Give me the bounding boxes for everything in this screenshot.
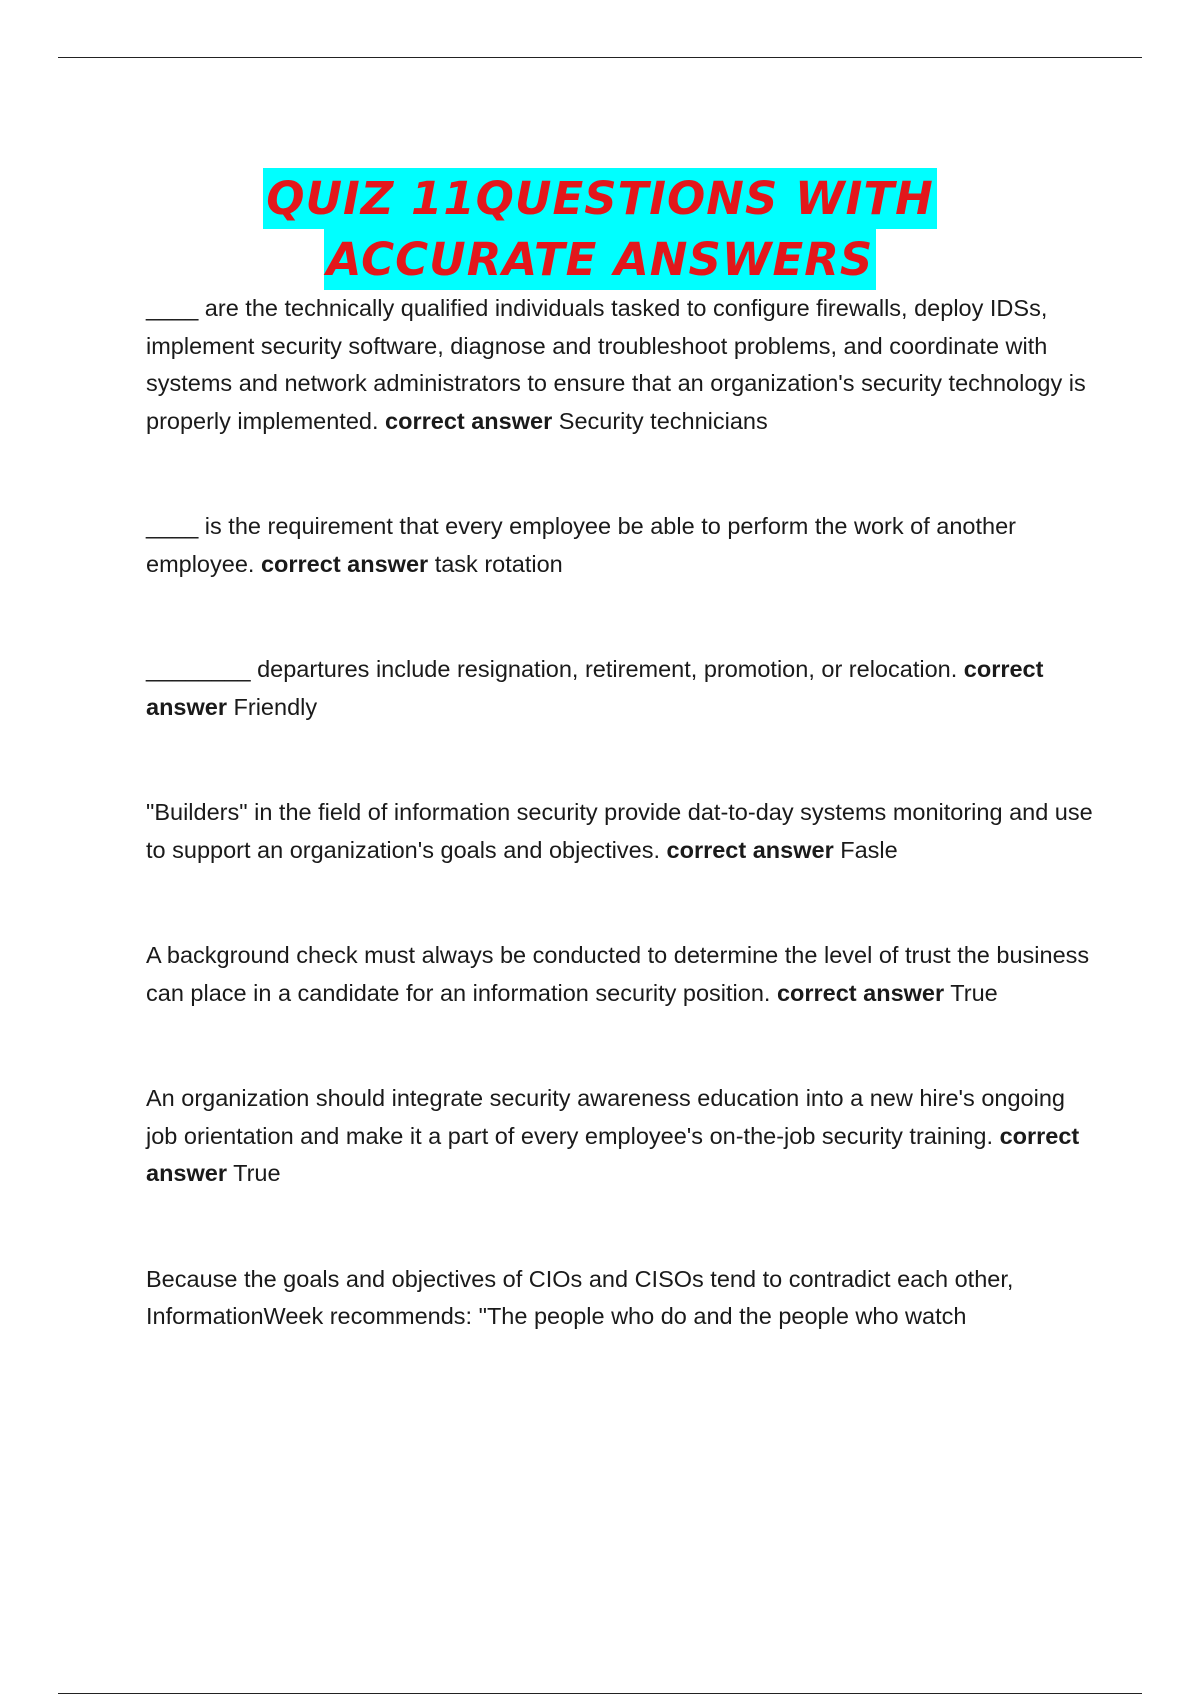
footer-rule <box>58 1693 1142 1694</box>
answer-text: Fasle <box>840 836 898 863</box>
answer-label: correct answer <box>146 1122 1080 1186</box>
answer-text: True <box>233 1160 281 1186</box>
question-item <box>146 794 1096 869</box>
question-list <box>146 290 1096 1336</box>
question-text: ________ departures include resignation, retirement, promotion, or relocation. <box>146 656 958 682</box>
question-text: Because the goals and objectives of CIOs and CISOs tend to contradict each other, InformationWeek recommends: "The people who do and the people who watch <box>146 1265 1014 1329</box>
question-item <box>146 937 1096 1012</box>
answer-label: correct answer <box>385 407 553 434</box>
question-text: "Builders" in the field of information security provide dat-to-day systems monitoring and use to support an organization's goals and objectives. <box>146 799 1093 863</box>
question-text: ____ are the technically qualified individuals tasked to configure firewalls, deploy IDSs, implement security software, diagnose and troubleshoot problems, and coordinate with systems and network administrators to ensure that an organization's security technology is properly implemented. <box>146 295 1086 434</box>
answer-text: Friendly <box>233 693 318 720</box>
question-item <box>146 508 1096 583</box>
answer-text: Security technicians <box>558 407 768 434</box>
header-rule <box>58 57 1142 58</box>
question-item <box>146 290 1096 440</box>
answer-label: correct answer <box>260 550 429 577</box>
answer-text: True <box>950 979 998 1006</box>
question-text: An organization should integrate security awareness education into a new hire's ongoing job orientation and make it a part of every employee's on-the-job security training. <box>146 1085 1065 1149</box>
question-text: ____ is the requirement that every employee be able to perform the work of another employee. <box>146 513 1016 577</box>
answer-text: task rotation <box>434 550 563 577</box>
question-item <box>146 1261 1096 1336</box>
answer-label: correct answer <box>666 836 834 863</box>
title-line-2: ACCURATE ANSWERS <box>324 229 877 290</box>
question-item <box>146 651 1096 726</box>
question-item <box>146 1080 1096 1193</box>
page-title <box>0 168 1200 290</box>
title-line-1: QUIZ 11QUESTIONS WITH <box>263 168 937 229</box>
answer-label: correct answer <box>776 979 945 1006</box>
answer-label: correct answer <box>146 656 1044 720</box>
question-text: A background check must always be conducted to determine the level of trust the business can place in a candidate for an information security position. <box>146 942 1090 1006</box>
